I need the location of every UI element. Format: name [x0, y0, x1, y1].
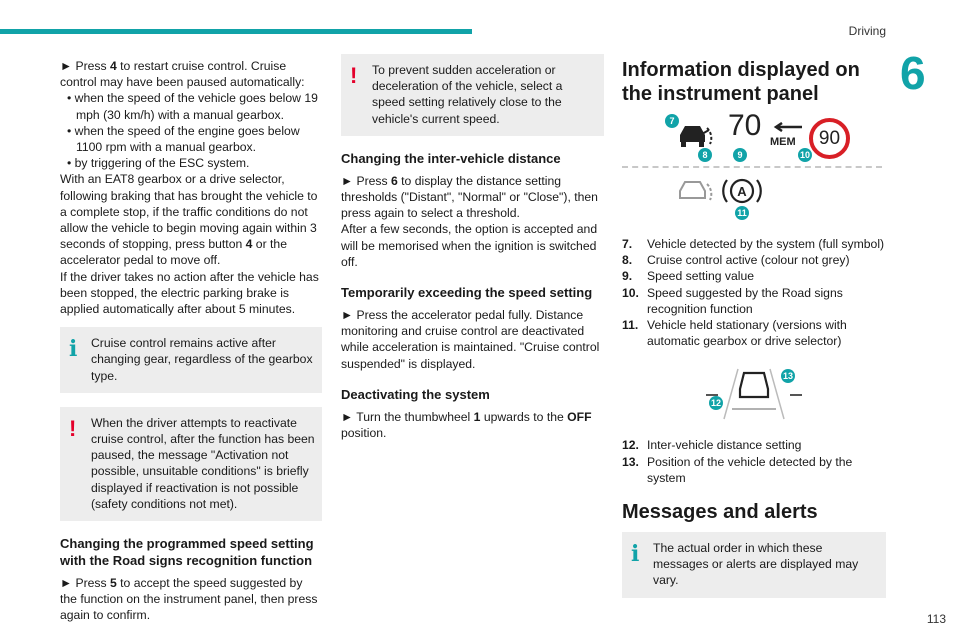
note-text: To prevent sudden acceleration or deceleration of the vehicle, select a speed setting relatively close to the vehicle's current speed.: [372, 63, 563, 126]
instrument-panel-figure: [622, 106, 886, 228]
text: to display the distance setting thresholds ("Distant", "Normal" or "Close"), then press again to select a threshold.: [341, 173, 598, 221]
heading-temporarily-exceeding: Temporarily exceeding the speed setting: [341, 285, 593, 301]
paragraph-memorised: After a few seconds, the option is accepted and will be memorised when the ignition is switched off.: [341, 222, 598, 269]
column-2: [341, 54, 604, 441]
legend-text: Cruise control active (colour not grey): [647, 253, 850, 268]
legend-number: 7.: [622, 237, 633, 251]
info-icon: i: [631, 541, 640, 568]
text: to restart cruise control. Cruise control may have been paused automatically:: [60, 59, 305, 90]
legend-text: Vehicle detected by the system (full symbol): [647, 237, 885, 251]
legend-number: 11.: [622, 318, 639, 333]
legend-list-2: [622, 437, 886, 486]
legend-item: [622, 252, 886, 268]
info-icon: i: [69, 336, 78, 363]
key-ref: 4: [245, 237, 253, 252]
text: ► Press: [60, 576, 110, 591]
speed-limit-sign: 90: [809, 118, 850, 159]
key-ref: 1: [473, 409, 481, 424]
page-number: 113: [926, 612, 946, 626]
text: position.: [341, 426, 387, 441]
legend-number: 8.: [622, 253, 633, 268]
legend-text: Speed setting value: [647, 269, 755, 284]
speed-arrow-icon: [772, 122, 804, 132]
svg-text:A: A: [737, 184, 747, 199]
legend-number: 12.: [622, 438, 639, 453]
paragraph-thumbwheel: [341, 409, 604, 441]
callout-badge: 13: [782, 371, 793, 382]
legend-number: 10.: [622, 285, 639, 300]
heading-inter-vehicle: Changing the inter-vehicle distance: [341, 150, 561, 166]
info-note: [60, 327, 322, 393]
key-ref: 6: [391, 173, 398, 188]
auto-hold-icon: [722, 174, 762, 208]
legend-item: [622, 285, 886, 317]
legend-item: [622, 236, 886, 252]
legend-item: [622, 437, 886, 453]
callout-badge: 8: [698, 148, 712, 162]
distance-figure: [622, 359, 886, 429]
list-item: • by triggering of the ESC system.: [60, 155, 322, 171]
key-ref: 5: [110, 576, 117, 591]
legend-text: Inter-vehicle distance setting: [647, 438, 802, 453]
legend-item: [622, 268, 886, 284]
memory-label: MEM: [770, 136, 796, 148]
paragraph-parking-brake: If the driver takes no action after the vehicle has been stopped, the electric parking brake is applied automatically after about 5 minutes.: [60, 269, 319, 317]
text: ► Press: [341, 173, 391, 188]
column-1: [60, 58, 322, 624]
text: ► Turn the thumbwheel: [341, 409, 474, 424]
heading-deactivating: Deactivating the system: [341, 386, 490, 402]
heading-programmed-speed: Changing the programmed speed setting with the Road signs recognition function: [60, 536, 314, 569]
text: ► Press: [60, 59, 110, 73]
heading-messages-alerts: Messages and alerts: [622, 501, 818, 524]
note-text: The actual order in which these messages or alerts are displayed may vary.: [653, 541, 859, 588]
cruise-car-outline-icon: [676, 176, 716, 206]
text: or the accelerator pedal to move off.: [60, 237, 287, 268]
legend-item: [622, 317, 886, 349]
legend-item: [622, 454, 886, 486]
note-text: Cruise control remains active after changing gear, regardless of the gearbox type.: [91, 336, 313, 383]
list-item: • when the speed of the engine goes below 1100 rpm with a manual gearbox.: [60, 123, 322, 155]
note-text: When the driver attempts to reactivate cruise control, after the function has been paused, the message "Activation not possible, unsuitable conditions" is briefly displayed if reactivation is not possible (safety conditions not met).: [91, 415, 315, 511]
callout-badge: 10: [799, 150, 810, 160]
cruise-car-icon: [676, 120, 716, 150]
separator-dashed: [622, 166, 882, 168]
warning-icon: !: [69, 415, 77, 441]
callout-badge: 11: [735, 206, 749, 220]
paragraph-accelerator: ► Press the accelerator pedal fully. Distance monitoring and cruise control are deactivated while acceleration is maintained. "Cruise control suspended" is displayed.: [341, 308, 600, 371]
warning-note: [60, 407, 322, 521]
heading-information-displayed: Information displayed on the instrument panel: [622, 59, 860, 105]
chapter-number: 6: [900, 47, 926, 99]
paragraph-restart: [60, 58, 322, 90]
legend-text: Speed suggested by the Road signs recognition function: [647, 285, 843, 316]
section-title: Driving: [848, 24, 886, 38]
legend-number: 13.: [622, 454, 639, 469]
top-accent-bar: [0, 29, 472, 34]
column-3: [622, 58, 886, 612]
callout-badge: 12: [710, 398, 721, 409]
text: upwards to the: [480, 409, 568, 424]
paragraph-press-6: [341, 173, 604, 222]
callout-badge: 7: [665, 114, 679, 128]
speed-setting-value: 70: [728, 109, 762, 142]
paragraph-eat8: [60, 171, 322, 268]
text: to accept the speed suggested by the function on the instrument panel, then press again to confirm.: [60, 576, 318, 623]
key-ref: 4: [110, 59, 117, 73]
legend-number: 9.: [622, 269, 633, 284]
list-item: • when the speed of the vehicle goes below 19 mph (30 km/h) with a manual gearbox.: [60, 90, 322, 122]
legend-list-1: [622, 236, 886, 349]
text: With an EAT8 gearbox or a drive selector, following braking that has brought the vehicle to a complete stop, if the traffic conditions do not allow the vehicle to begin moving again within 3 seconds of stopping, press button: [60, 172, 318, 252]
off-label: OFF: [567, 409, 592, 424]
callout-badge: 9: [733, 148, 747, 162]
legend-text: Position of the vehicle detected by the system: [647, 454, 853, 485]
warning-icon: !: [350, 63, 358, 88]
paragraph-accept: [60, 575, 322, 624]
legend-text: Vehicle held stationary (versions with automatic gearbox or drive selector): [647, 318, 847, 349]
info-note: [622, 532, 886, 598]
warning-note: [341, 54, 604, 136]
